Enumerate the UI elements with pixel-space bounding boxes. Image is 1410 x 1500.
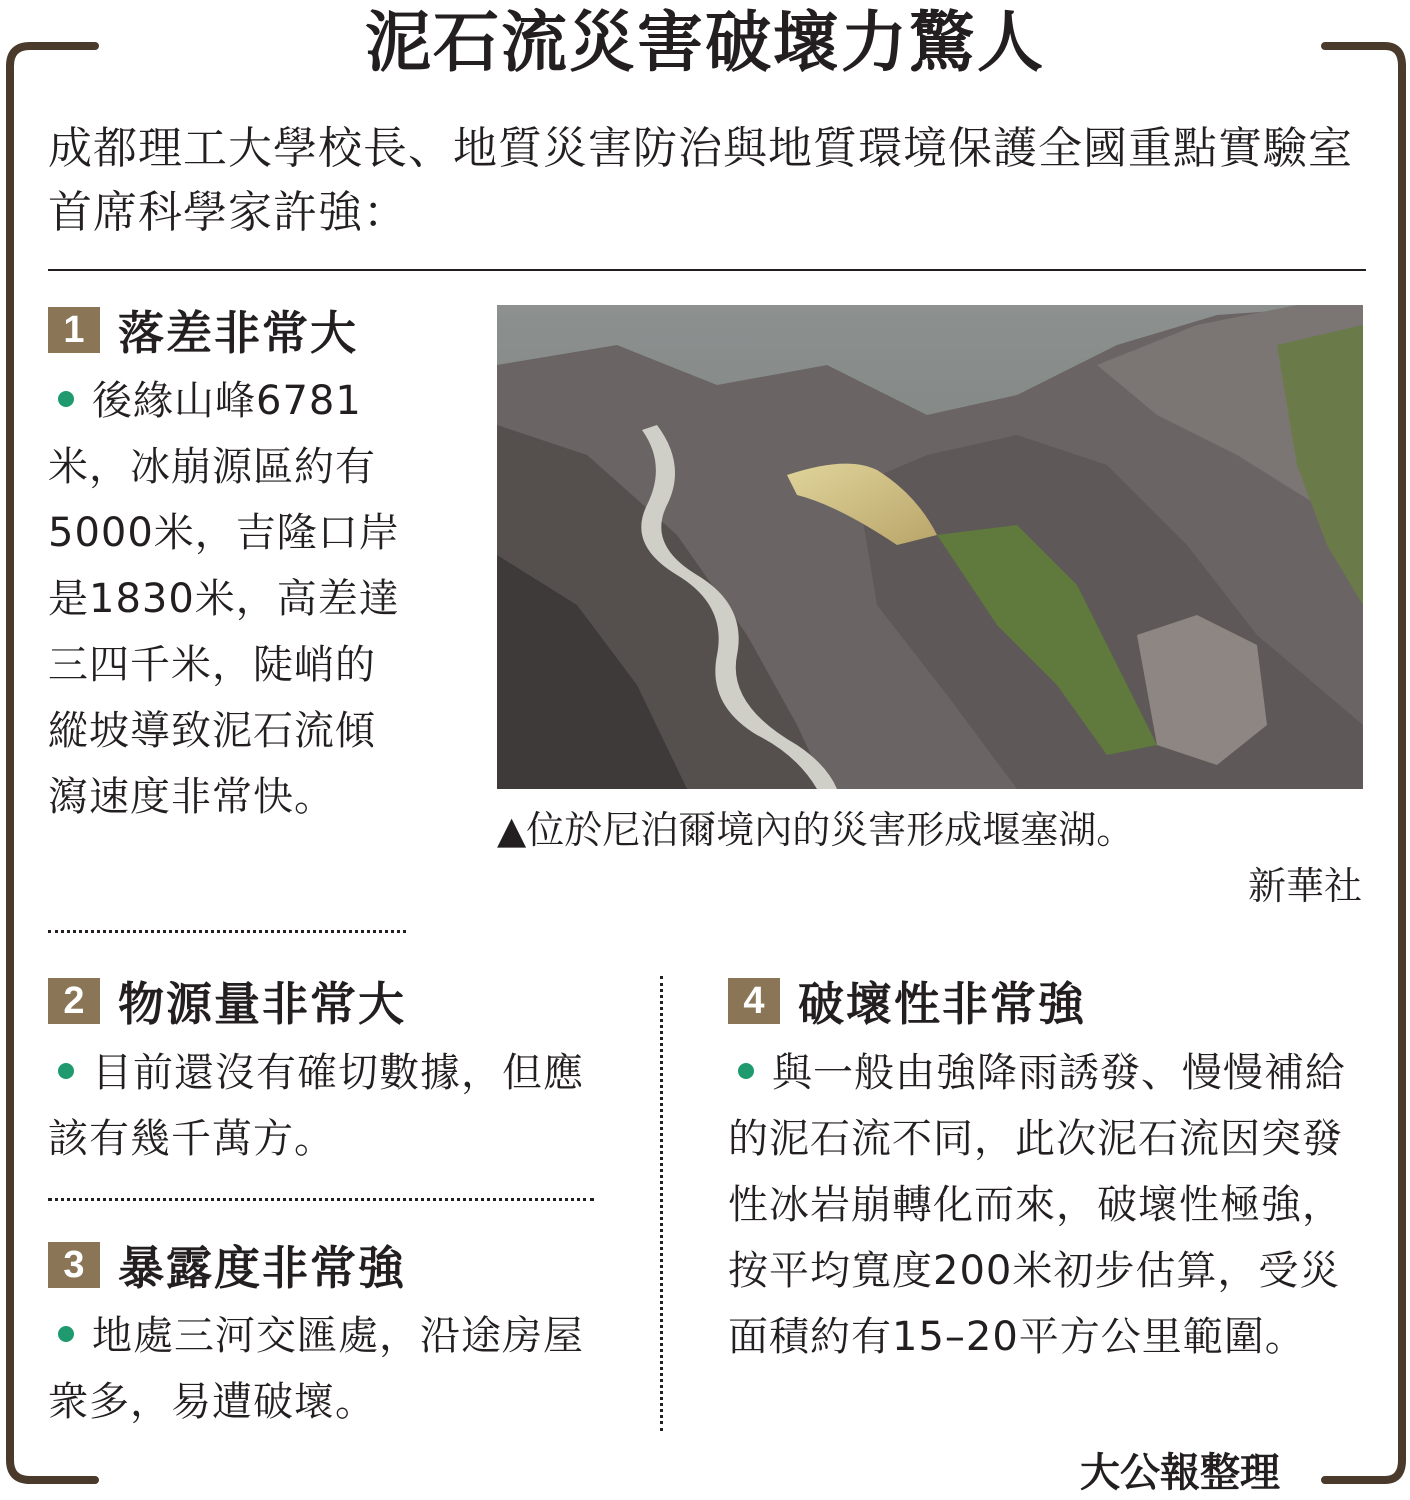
section-2-header <box>48 976 406 1031</box>
section-heading: 落差非常大 <box>118 306 358 360</box>
bullet-icon <box>738 1063 754 1079</box>
section-4-body <box>728 1040 1368 1370</box>
landslide-photo <box>497 305 1363 789</box>
bullet-icon <box>58 1326 74 1342</box>
section-heading: 暴露度非常強 <box>118 1241 406 1295</box>
dotted-divider <box>48 930 406 933</box>
bullet-icon <box>58 1063 74 1079</box>
section-4-header <box>728 976 1086 1031</box>
section-3-body <box>48 1303 598 1435</box>
section-number: 4 <box>728 978 780 1024</box>
dotted-vertical-divider <box>660 976 663 1431</box>
section-1-header <box>48 305 358 360</box>
section-1-body <box>48 368 408 830</box>
section-heading: 物源量非常大 <box>118 977 406 1031</box>
divider <box>48 269 1366 271</box>
section-text: 目前還沒有確切數據，但應該有幾千萬方。 <box>48 1050 584 1162</box>
photo-credit: 新華社 <box>1247 864 1362 908</box>
section-3-header <box>48 1240 406 1295</box>
source-credit: 大公報整理 <box>1080 1450 1280 1496</box>
section-heading: 破壞性非常強 <box>798 977 1086 1031</box>
section-text: 與一般由強降雨誘發、慢慢補給的泥石流不同，此次泥石流因突發性冰岩崩轉化而來，破壞性極強，按平均寬度200米初步估算，受災面積約有15–20平方公里範圍。 <box>728 1050 1346 1360</box>
page-title: 泥石流災害破壞力驚人 <box>365 4 1045 81</box>
photo-caption: ▲位於尼泊爾境內的災害形成堰塞湖。 <box>497 808 1135 852</box>
section-number: 1 <box>48 307 100 353</box>
section-number: 2 <box>48 978 100 1024</box>
intro-text: 成都理工大學校長、地質災害防治與地質環境保護全國重點實驗室首席科學家許強： <box>48 123 1353 238</box>
section-number: 3 <box>48 1242 100 1288</box>
bullet-icon <box>58 391 74 407</box>
section-2-body <box>48 1040 598 1172</box>
dotted-divider <box>48 1198 594 1201</box>
section-text: 地處三河交匯處，沿途房屋衆多，易遭破壞。 <box>48 1313 584 1425</box>
section-text: 後緣山峰6781米，冰崩源區約有5000米，吉隆口岸是1830米，高差達三四千米，陡峭的縱坡導致泥石流傾瀉速度非常快。 <box>48 378 400 820</box>
